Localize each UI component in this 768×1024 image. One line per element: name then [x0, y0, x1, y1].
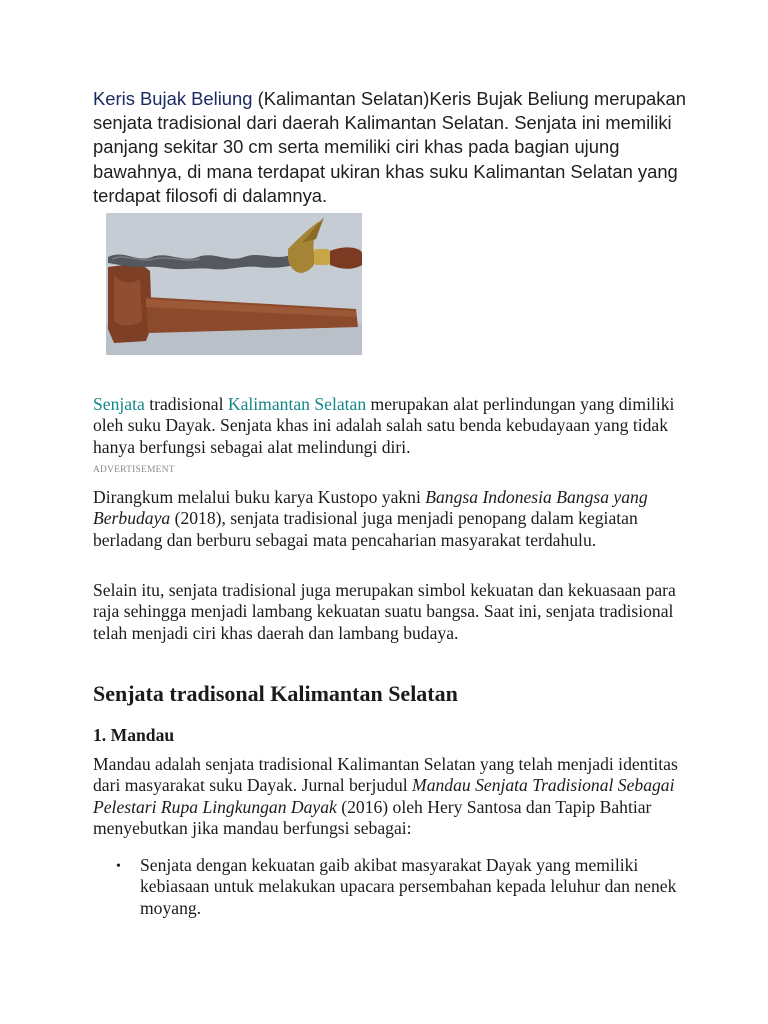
book-title: Bangsa Indonesia Bangsa yang Berbudaya [93, 487, 648, 529]
keris-bujak-beliung-link[interactable]: Keris Bujak Beliung [93, 88, 253, 109]
list-item-text: Senjata dengan kekuatan gaib akibat masyarakat Dayak yang memiliki kebiasaan untuk melakukan upacara persembahan kepada leluhur dan nenek moyang. [140, 855, 677, 918]
list-item [116, 855, 680, 919]
advertisement-label: ADVERTISEMENT [93, 465, 175, 475]
paragraph-mandau: Mandau adalah senjata tradisional Kalimantan Selatan yang telah menjadi identitas dari masyarakat suku Dayak. Jurnal berjudul Mandau Senjata Tradisional Sebagai Pelestari Rupa Lingkungan Dayak (2016) oleh Hery Santosa dan Tapip Bahtiar menyebutkan jika mandau berfungsi sebagai: [93, 754, 678, 839]
kalimantan-selatan-link[interactable]: Kalimantan Selatan [227, 394, 367, 414]
section-heading: Senjata tradisonal Kalimantan Selatan [93, 681, 458, 706]
bullet-icon: • [116, 859, 121, 874]
keris-bujak-beliung-photo [106, 213, 362, 355]
paragraph-simbol: Selain itu, senjata tradisional juga merupakan simbol kekuatan dan kekuasaan para raja sehingga menjadi lambang kekuatan suatu bangsa. Saat ini, senjata tradisional telah menjadi ciri khas daerah dan lambang budaya. [93, 580, 676, 643]
journal-title: Mandau Senjata Tradisional Sebagai Pelestari Rupa Lingkungan Dayak [93, 775, 675, 817]
senjata-link[interactable]: Senjata [93, 394, 145, 414]
paragraph-senjata-intro: Senjata tradisional Kalimantan Selatan merupakan alat perlindungan yang dimiliki oleh suku Dayak. Senjata khas ini adalah salah satu benda kebudayaan yang tidak hanya berfungsi sebagai alat melindungi diri. [93, 394, 675, 457]
paragraph-kustopo: Dirangkum melalui buku karya Kustopo yakni Bangsa Indonesia Bangsa yang Berbudaya (2018), senjata tradisional juga menjadi penopang dalam kegiatan berladang dan berburu sebagai mata pencaharian masyarakat terdahulu. [93, 487, 648, 550]
subheading-mandau: 1. Mandau [93, 725, 175, 745]
mandau-function-list [116, 855, 676, 919]
intro-text: (Kalimantan Selatan)Keris Bujak Beliung merupakan senjata tradisional dari daerah Kalimantan Selatan. Senjata ini memiliki panjang sekitar 30 cm serta memiliki ciri khas pada bagian ujung bawahnya, di mana terdapat ukiran khas suku Kalimantan Selatan yang terdapat filosofi di dalamnya. [93, 88, 686, 206]
intro-paragraph [93, 87, 693, 208]
